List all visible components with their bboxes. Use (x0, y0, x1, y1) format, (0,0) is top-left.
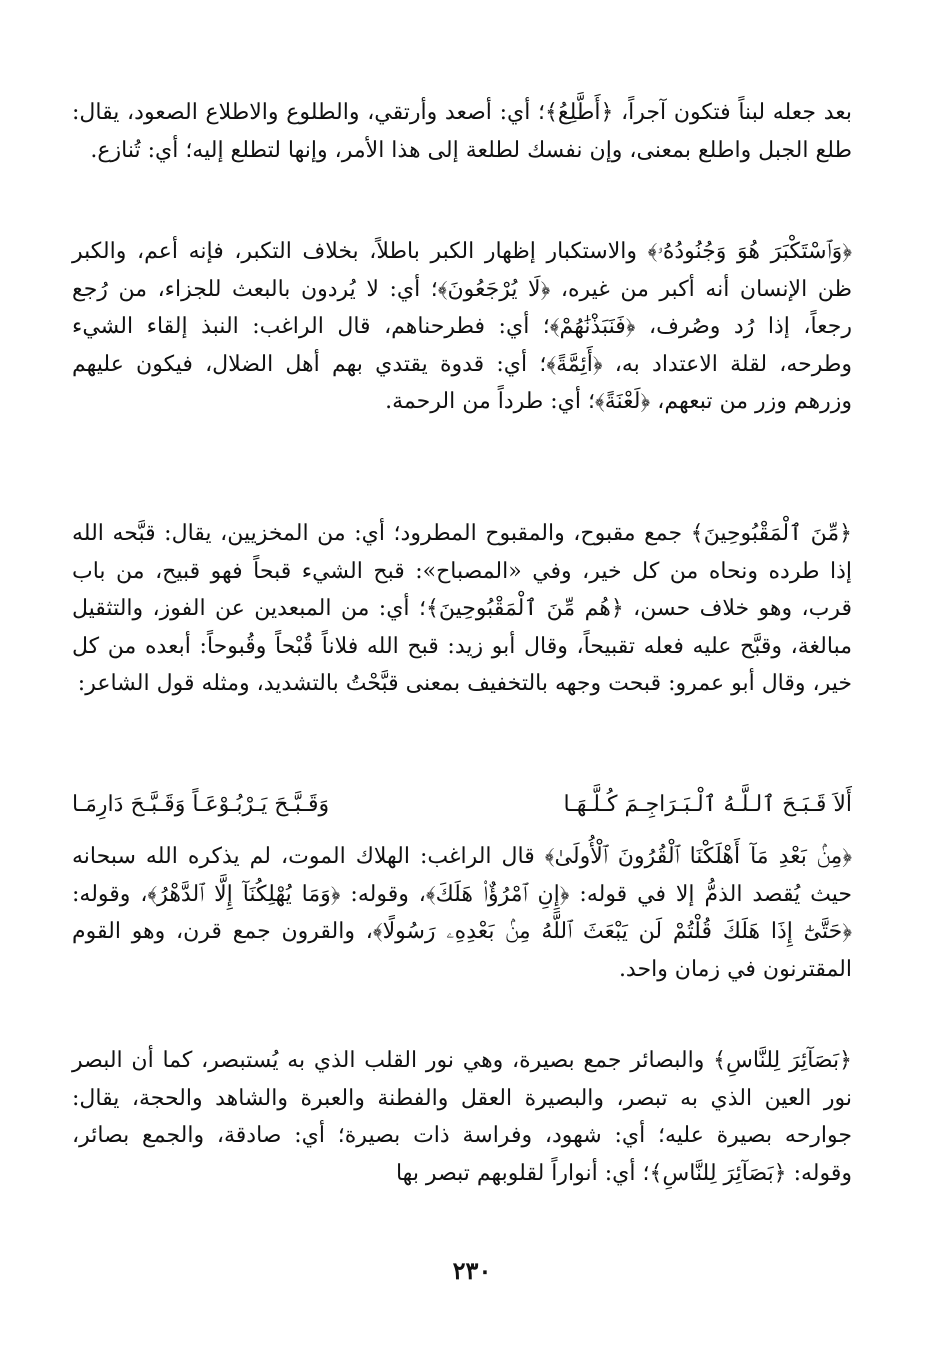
verse-first-hemistich: أَلاَ قَـبَـحَ ٱلـلَّـهُ ٱلْـبَـرَاجِـمَ كُـلَّـهَـا (563, 792, 852, 817)
paragraph-ahlakna: ﴿مِنۢ بَعْدِ مَآ أَهْلَكْنَا ٱلْقُرُونَ ٱلْأُولَىٰ﴾ قال الراغب: الهلاك الموت، لم يذكره الله سبحانه حيث يُقصد الذمُّ إلا في قوله: ﴿إِنِ ٱمْرُؤٌا۟ هَلَكَ﴾، وقوله: ﴿وَمَا يُهْلِكُنَآ إِلَّا ٱلدَّهْرُ﴾، وقوله: ﴿حَتَّىٰٓ إِذَا هَلَكَ قُلْتُمْ لَن يَبْعَثَ ٱللَّهُ مِنۢ بَعْدِهِۦ رَسُولًا﴾، والقرون جمع قرن، وهو القوم المقترنون في زمان واحد. (72, 844, 852, 982)
verse-second-hemistich: وَقَـبَّـحَ يَـرْبُـوْعَـاً وَقَـبَّـحَ دَارِمَـا (72, 792, 330, 817)
paragraph-istakbara: ﴿وَٱسْتَكْبَرَ هُوَ وَجُنُودُهُۥ﴾ والاستكبار إظهار الكبر باطلاً، بخلاف التكبر، فإنه أعم، والكبر ظن الإنسان أنه أكبر من غيره، ﴿لَا يُرْجَعُونَ﴾؛ أي: لا يُردون بالبعث للجزاء، من رُجع رجعاً، إذا رُد وصُرف، ﴿فَنَبَذْنَٰهُمْ﴾؛ أي: فطرحناهم، قال الراغب: النبذ إلقاء الشيء وطرحه، لقلة الاعتداد به، ﴿أَئِمَّةً﴾؛ أي: قدوة يقتدي بهم أهل الضلال، فيكون عليهم وزرهم وزر من تبعهم، ﴿لَعْنَةً﴾؛ أي: طرداً من الرحمة. (72, 239, 852, 414)
paragraph-atalli: بعد جعله لبناً فتكون آجراً، ﴿أَطَّلِعُ﴾؛ أي: أصعد وأرتقي، والطلوع والاطلاع الصعود، يقال: طلع الجبل واطلع بمعنى، وإن نفسك لطلعة إلى هذا الأمر، وإنها لتطلع إليه؛ أي: تُنازع. (72, 100, 852, 163)
paragraph-maqbuhin: ﴿مِّنَ ٱلْمَقْبُوحِينَ﴾ جمع مقبوح، والمقبوح المطرود؛ أي: من المخزيين، يقال: قبَّحه الله إذا طرده ونحاه من كل خير، وفي «المصباح»: قبح الشيء قبحاً فهو قبيح، من باب قرب، وهو خلاف حسن، ﴿هُم مِّنَ ٱلْمَقْبُوحِينَ﴾؛ أي: من المبعدين عن الفوز، والتثقيل مبالغة، وقبَّح عليه فعله تقبيحاً، وقال أبو زيد: قبح الله فلاناً قُبْحاً وقُبوحاً: أبعده من كل خير، وقال أبو عمرو: قبحت وجهه بالتخفيف بمعنى قبَّحْتُ بالتشديد، ومثله قول الشاعر: (72, 521, 852, 696)
poetry-verse (72, 786, 852, 823)
page-number: ٢٣٠ (452, 1256, 492, 1285)
paragraph-basair: ﴿بَصَآئِرَ لِلنَّاسِ﴾ والبصائر جمع بصيرة، وهي نور القلب الذي به يُستبصر، كما أن البصر نور العين الذي به تبصر، والبصيرة العقل والفطنة والعبرة والشاهد والحجة، يقال: جوارحه بصيرة عليه؛ أي: شهود، وفراسة ذات بصيرة؛ أي: صادقة، والجمع بصائر، وقوله: ﴿بَصَآئِرَ لِلنَّاسِ﴾؛ أي: أنواراً لقلوبهم تبصر بها (72, 1048, 852, 1186)
